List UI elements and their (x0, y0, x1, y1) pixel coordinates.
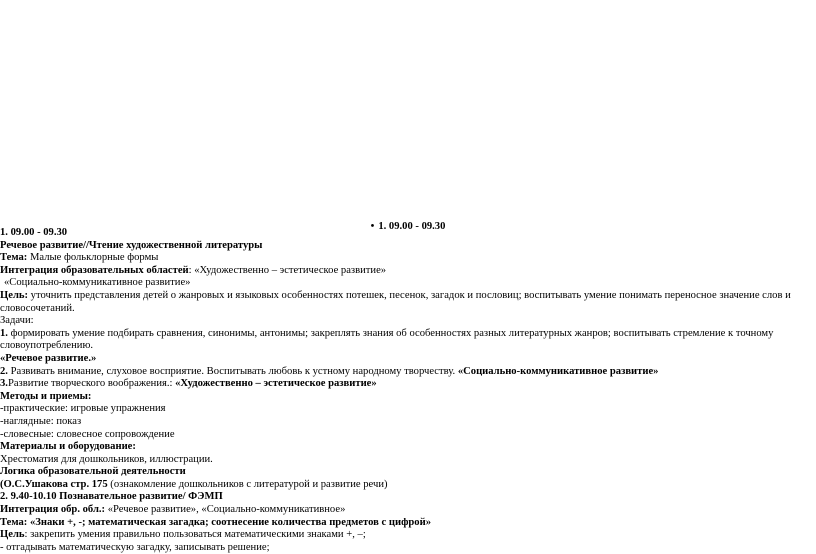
source-text: (ознакомление дошкольников с литературой и развитие речи) (107, 478, 388, 490)
section-heading-text: 1. 09.00 - 09.30 (378, 221, 446, 232)
bullet-icon: • (370, 221, 375, 232)
activity-2-integration-text: «Речевое развитие», «Социально-коммуникативное» (105, 504, 346, 516)
methods-heading: Методы и приемы: (0, 390, 92, 402)
task-2-area: «Социально-коммуникативное развитие» (455, 365, 659, 377)
activity-2-goal-extra: - отгадывать математическую загадку, записывать решение; (0, 541, 270, 553)
method-verbal: -словесные: словесное сопровождение (0, 428, 175, 440)
activity-title: Речевое развитие//Чтение художественной литературы (0, 239, 263, 251)
task-1-area: «Речевое развитие.» (0, 352, 97, 364)
integration-line (0, 265, 800, 278)
materials-text: Хрестоматия для дошкольников, иллюстрации. (0, 453, 213, 465)
goal-line (0, 290, 800, 315)
integration-extra: «Социально-коммуникативное развитие» (4, 277, 191, 289)
goal-label: Цель: (0, 289, 29, 301)
task-1-text: формировать умение подбирать сравнения, синонимы, антонимы; закреплять знания об особенностях разных литературных жанров; воспитывать стремление к точному словоупотреблению. (0, 327, 774, 352)
topic-label: Тема: (0, 252, 28, 264)
activity-2-goal-text: : закрепить умения правильно пользоваться математическими знаками +, –; (24, 529, 366, 541)
logic-heading: Логика образовательной деятельности (0, 466, 186, 478)
source-line (0, 479, 800, 492)
task-3-area: «Художественно – эстетическое развитие» (172, 378, 377, 390)
task-2-num: 2. (0, 365, 8, 377)
activity-2-integration (0, 504, 800, 517)
task-2-text: Развивать внимание, слуховое восприятие. Воспитывать любовь к устному народному творчеству. (7, 365, 456, 377)
topic-line (0, 252, 800, 265)
task-1-num: 1. (0, 327, 8, 339)
task-3 (0, 378, 800, 391)
activity-2-goal (0, 529, 800, 542)
goal-text: уточнить представления детей о жанровых и языковых особенностях потешек, песенок, загадок и пословиц; воспитывать умение понимать переносное значение слов и словосочетаний. (0, 289, 791, 314)
task-2 (0, 366, 800, 379)
activity-2-title: 2. 9.40-10.10 Познавательное развитие/ ФЭМП (0, 491, 223, 503)
topic-text: Малые фольклорные формы (27, 252, 159, 264)
method-visual: -наглядные: показ (0, 415, 82, 427)
method-practical: -практические: игровые упражнения (0, 403, 166, 415)
time-line: 1. 09.00 - 09.30 (0, 227, 68, 238)
source-ref: (О.С.Ушакова стр. 175 (0, 478, 108, 490)
task-3-text: Развитие творческого воображения.: (7, 378, 173, 390)
tasks-heading: Задачи: (0, 315, 34, 327)
activity-2-goal-label: Цель (0, 529, 25, 541)
task-1 (0, 328, 800, 353)
materials-heading: Материалы и оборудование: (0, 441, 136, 453)
activity-2-topic: Тема: «Знаки +, -; математическая загадка; соотнесение количества предметов с цифрой» (0, 516, 431, 528)
integration-text: : «Художественно – эстетическое развитие» (188, 264, 387, 276)
document-body (0, 227, 800, 554)
activity-2-integration-label: Интеграция обр. обл.: (0, 504, 106, 516)
task-3-num: 3. (0, 378, 8, 390)
integration-label: Интеграция образовательных областей (0, 264, 189, 276)
